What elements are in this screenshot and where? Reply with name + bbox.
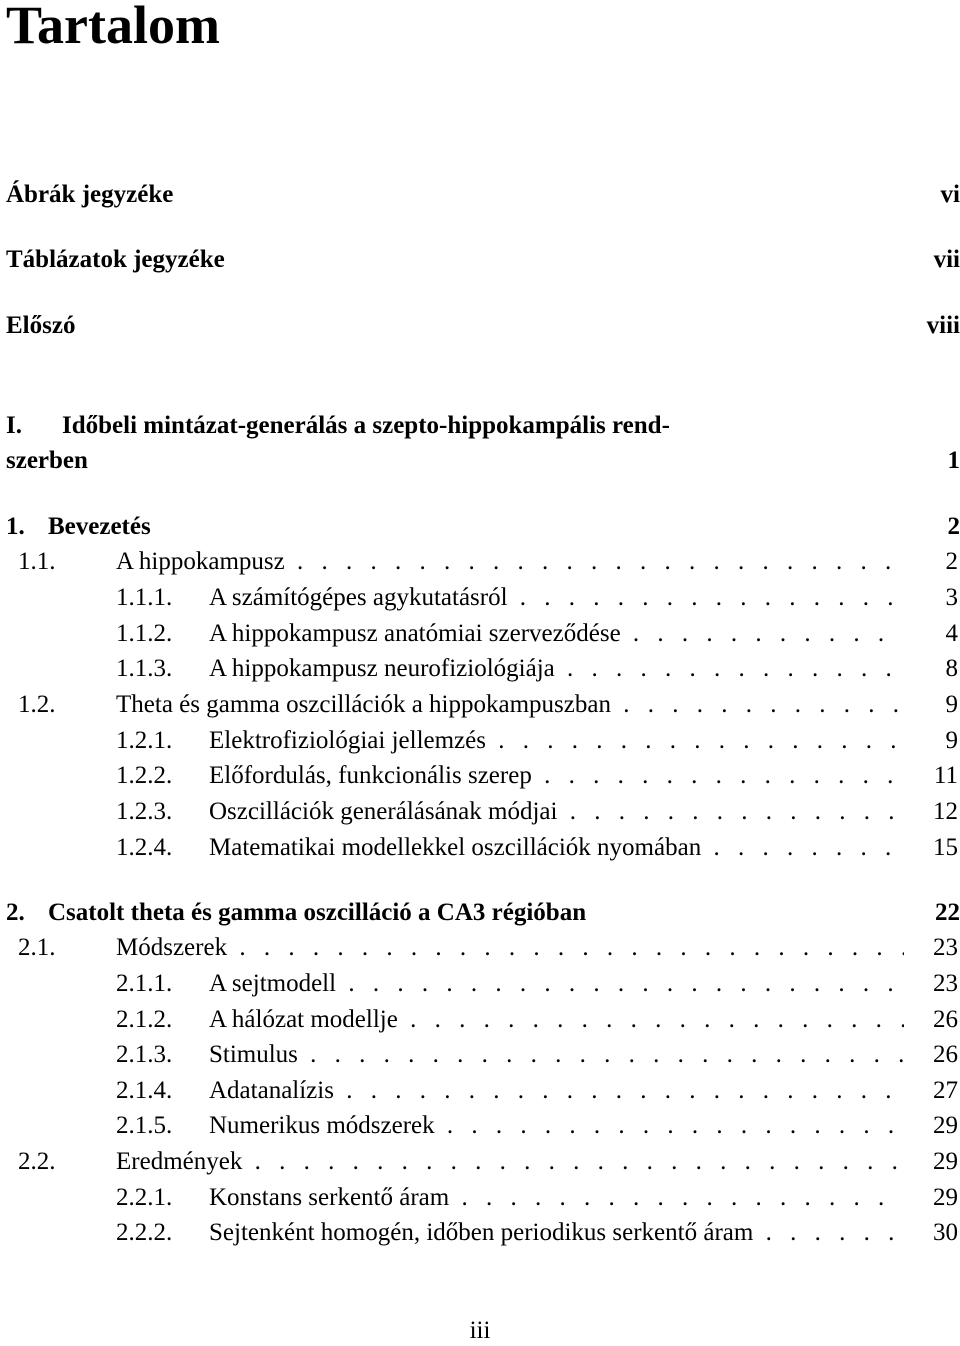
toc-front-matter-preface[interactable] [6,309,960,343]
toc-page-number: 23 [933,931,958,965]
toc-page-number: 4 [946,617,959,651]
toc-chapter-2[interactable] [6,896,960,930]
toc-subsection-1-1-3[interactable] [116,652,960,686]
toc-page-number: 12 [933,795,958,829]
toc-entry-label: Ábrák jegyzéke [6,178,173,212]
toc-subsection-1-1-1[interactable] [116,581,960,615]
toc-page-number: vii [934,243,960,277]
subsection-number: 2.2.2. [116,1216,172,1250]
toc-page-number: 11 [934,759,958,793]
subsection-title: A számítógépes agykutatásról . . . [209,581,904,615]
toc-page-number: 29 [933,1109,958,1143]
toc-subsection-1-2-1[interactable] [116,724,960,758]
toc-page-number: 1 [948,443,960,478]
subsection-number: 1.1.1. [116,581,172,615]
subsection-number: 2.1.1. [116,967,172,1001]
subsection-title: Matematikai modellekkel oszcillációk nyomában . . . [209,831,904,865]
toc-page-number: 29 [933,1145,958,1179]
section-title: Módszerek . . . [116,931,904,965]
toc-page-number: 22 [935,896,960,930]
chapter-number: 2. [6,896,25,930]
section-number: 2.2. [18,1145,56,1179]
subsection-number: 2.2.1. [116,1181,172,1215]
subsection-title: Sejtenként homogén, időben periodikus serkentő áram . . . [209,1216,904,1250]
toc-subsection-2-1-4[interactable] [116,1074,960,1108]
toc-page-number: 26 [933,1003,958,1037]
subsection-number: 1.2.3. [116,795,172,829]
chapter-title: Bevezetés [48,510,151,544]
toc-section-1-1[interactable] [18,545,960,579]
toc-page-number: 29 [933,1181,958,1215]
toc-page-number: 2 [948,510,960,544]
page-title: Tartalom [6,0,220,56]
subsection-number: 2.1.2. [116,1003,172,1037]
toc-subsection-1-2-3[interactable] [116,795,960,829]
subsection-number: 1.2.4. [116,831,172,865]
subsection-title: Adatanalízis . . . [209,1074,904,1108]
subsection-title: Előfordulás, funkcionális szerep . . . [209,759,904,793]
toc-section-1-2[interactable] [18,688,960,722]
subsection-title: A hálózat modellje . . . [209,1003,904,1037]
toc-subsection-1-2-4[interactable] [116,831,960,865]
subsection-title: Oszcillációk generálásának módjai . . . [209,795,904,829]
subsection-title: Konstans serkentő áram . . . [209,1181,904,1215]
toc-page-number: 3 [946,581,959,615]
toc-subsection-2-1-3[interactable] [116,1038,960,1072]
chapter-title: Csatolt theta és gamma oszcilláció a CA3 régióban [48,896,586,930]
toc-page-number: 2 [946,545,959,579]
section-title: Theta és gamma oszcillációk a hippokampuszban . . . [116,688,904,722]
subsection-title: A hippokampusz neurofiziológiája . . . [209,652,904,686]
section-number: 2.1. [18,931,56,965]
section-number: 1.1. [18,545,56,579]
toc-subsection-2-2-1[interactable] [116,1181,960,1215]
toc-part-1[interactable] [6,408,960,484]
subsection-number: 2.1.3. [116,1038,172,1072]
toc-section-2-1[interactable] [18,931,960,965]
section-number: 1.2. [18,688,56,722]
toc-page-number: 15 [933,831,958,865]
toc-subsection-2-1-2[interactable] [116,1003,960,1037]
page-number-footer: iii [0,1316,960,1346]
subsection-number: 1.1.2. [116,617,172,651]
subsection-title: Stimulus . . . [209,1038,904,1072]
section-title: A hippokampusz . . . [116,545,904,579]
subsection-number: 2.1.5. [116,1109,172,1143]
toc-chapter-1[interactable] [6,510,960,544]
toc-page-number: 8 [946,652,959,686]
toc-entry-label: Előszó [6,309,75,343]
subsection-number: 1.2.1. [116,724,172,758]
subsection-number: 1.2.2. [116,759,172,793]
subsection-number: 1.1.3. [116,652,172,686]
toc-front-matter-figures[interactable] [6,178,960,212]
subsection-title: Numerikus módszerek . . . [209,1109,904,1143]
toc-page-number: 26 [933,1038,958,1072]
part-title-line-1: Időbeli mintázat-generálás a szepto-hippokampális rend- [62,408,670,443]
toc-subsection-1-1-2[interactable] [116,617,960,651]
toc-subsection-2-1-1[interactable] [116,967,960,1001]
toc-page-number: 30 [933,1216,958,1250]
toc-entry-label: Táblázatok jegyzéke [6,243,225,277]
part-number: I. [6,408,22,443]
part-title-line-2: szerben [6,443,88,478]
chapter-number: 1. [6,510,25,544]
subsection-title: A hippokampusz anatómiai szerveződése . . . [209,617,904,651]
toc-page-number: 27 [933,1074,958,1108]
toc-page-number: 23 [933,967,958,1001]
subsection-title: Elektrofiziológiai jellemzés . . . [209,724,904,758]
toc-subsection-2-2-2[interactable] [116,1216,960,1250]
toc-page-number: vi [941,178,960,212]
toc-subsection-1-2-2[interactable] [116,759,960,793]
subsection-number: 2.1.4. [116,1074,172,1108]
toc-front-matter-tables[interactable] [6,243,960,277]
toc-page-number: 9 [946,724,959,758]
toc-section-2-2[interactable] [18,1145,960,1179]
toc-subsection-2-1-5[interactable] [116,1109,960,1143]
toc-page-number: viii [927,309,960,343]
toc-page-number: 9 [946,688,959,722]
subsection-title: A sejtmodell . . . [209,967,904,1001]
section-title: Eredmények . . . [116,1145,904,1179]
